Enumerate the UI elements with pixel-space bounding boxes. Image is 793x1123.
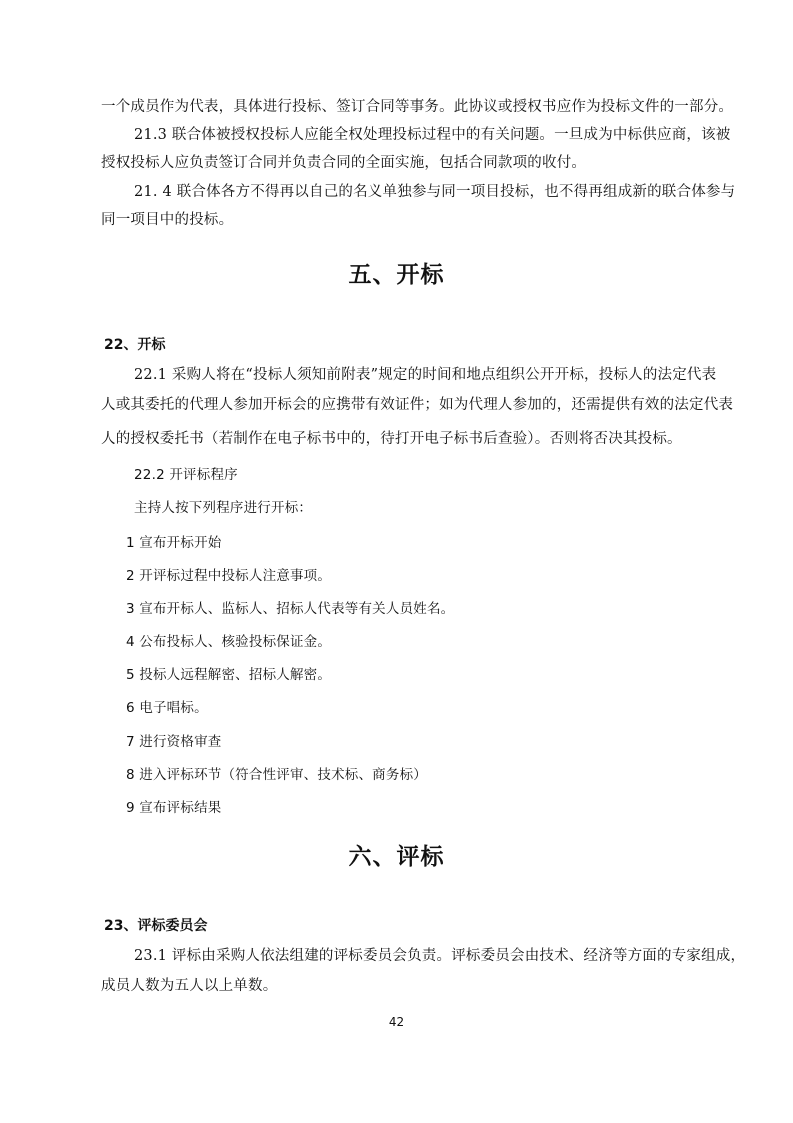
- procedure-step: 5 投标人远程解密、招标人解密。: [126, 667, 332, 683]
- procedure-step: 8 进入评标环节（符合性评审、技术标、商务标）: [126, 767, 427, 783]
- procedure-step: 9 宣布评标结果: [126, 800, 222, 816]
- paragraph-line: 成员人数为五人以上单数。: [101, 978, 278, 994]
- paragraph-line: 21.3 联合体被授权投标人应能全权处理投标过程中的有关问题。一旦成为中标供应商，该被: [134, 127, 731, 143]
- paragraph-line: 同一项目中的投标。: [101, 212, 234, 228]
- paragraph-line: 一个成员作为代表，具体进行投标、签订合同等事务。此协议或授权书应作为投标文件的一部分。: [101, 99, 734, 115]
- procedure-step: 4 公布投标人、核验投标保证金。: [126, 634, 332, 650]
- section-heading: 六、评标: [348, 844, 445, 870]
- procedure-step: 1 宣布开标开始: [126, 535, 222, 551]
- paragraph-line: 授权投标人应负责签订合同并负责合同的全面实施，包括合同款项的收付。: [101, 155, 587, 171]
- subsection-heading: 22、开标: [104, 337, 166, 353]
- subsection-heading: 23、评标委员会: [104, 918, 208, 934]
- section-heading: 五、开标: [348, 262, 445, 288]
- page-number: 42: [388, 1015, 405, 1029]
- paragraph-line: 人或其委托的代理人参加开标会的应携带有效证件；如为代理人参加的，还需提供有效的法定代表: [101, 397, 734, 413]
- procedure-step: 3 宣布开标人、监标人、招标人代表等有关人员姓名。: [126, 601, 455, 617]
- paragraph-line: 21. 4 联合体各方不得再以自己的名义单独参与同一项目投标，也不得再组成新的联合体参与: [134, 184, 736, 200]
- paragraph-line: 22.1 采购人将在“投标人须知前附表”规定的时间和地点组织公开开标，投标人的法定代表: [134, 367, 717, 383]
- procedure-step: 6 电子唱标。: [126, 700, 208, 716]
- procedure-intro: 主持人按下列程序进行开标：: [134, 500, 313, 516]
- procedure-step: 7 进行资格审查: [126, 734, 222, 750]
- paragraph-line: 23.1 评标由采购人依法组建的评标委员会负责。评标委员会由技术、经济等方面的专家组成，: [134, 948, 746, 964]
- procedure-step: 2 开评标过程中投标人注意事项。: [126, 568, 332, 584]
- procedure-heading: 22.2 开评标程序: [134, 467, 238, 483]
- paragraph-line: 人的授权委托书（若制作在电子标书中的，待打开电子标书后查验）。否则将否决其投标。: [101, 431, 682, 447]
